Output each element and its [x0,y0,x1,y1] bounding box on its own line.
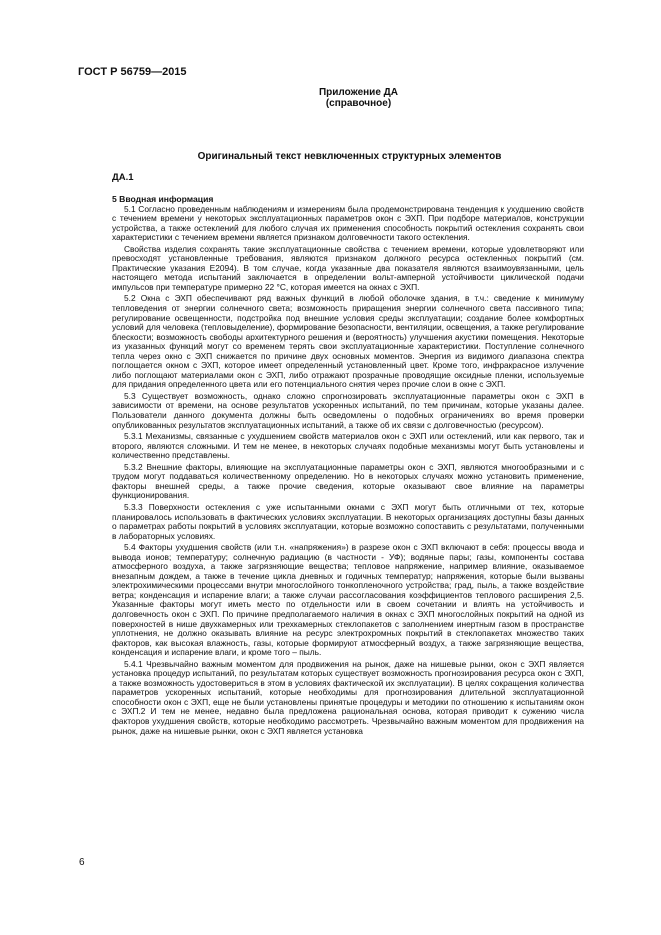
paragraph: 5.4 Факторы ухудшения свойств (или т.н. «напряжения») в разрезе окон с ЭХП включают в себя: процессы ввода и вывода ионов; температуру; солнечную радиацию (в частности - УФ); водяные пары; газы, компоненты состава атмосферного воздуха, а также загрязняющие вещества; тепловое напряжение, например влияние, оказываемое внезапным дождем, а также в течение цикла дневных и годичных температур; напряжения, которые были вызваны электрохимическими процессами внутри многослойного тонкопленочного устройства; град, пыль, а также воздействие ветра; конденсация и испарение влаги; а также случаи рассогласования коэффициентов теплового расширения 2,5. Указанные факторы могут иметь место по отдельности или в своем сочетании и влиять на устойчивость и долговечность окон с ЭХП. По причине предполагаемого наличия в окнах с ЭХП многослойных покрытий на одной из поверхностей в нише двухкамерных или трехкамерных стеклопакетов с заполнением инертным газом в пространстве уплотнения, не должно оказывать влияние на ресурс электрохромных покрытий в стеклопакетах множество таких факторов, как высокая влажность, газы, которые формируют атмосферный воздух, а также загрязняющие вещества, конденсация и испарение влаги, и кроме того – пыль. [112,542,584,658]
section-subtitle: ДА.1 [112,172,134,183]
paragraph: 5.4.1 Чрезвычайно важным моментом для продвижения на рынок, даже на нишевые рынки, окон с ЭХП является установка процедур испытаний, по результатам которых существует возможность прогнозирования ресурса окон с ЭХП, а также возможность удостовериться в этом в условиях фактической их эксплуатации). В целях сокращения количества параметров ускоренных испытаний, которые необходимы для прогнозирования длительной эксплуатационной способности окон с ЭХП, еще не были установлены принятые процедуры и методики по отношению к испытаниям окон с ЭХП.2 И тем не менее, недавно была предложена рациональная основа, которая приводит к сужению числа факторов ухудшения свойств, которые необходимо рассмотреть. Чрезвычайно важным моментом для продвижения на рынок, даже на нишевые рынки, окон с ЭХП является установка [112,658,584,736]
annex-title: Приложение ДА [318,87,399,98]
page-number: 6 [79,857,85,868]
paragraph: 5.3.2 Внешние факторы, влияющие на эксплуатационные параметры окон с ЭХП, являются многообразными и с трудом могут поддаваться количественному определению. Но в некоторых случаях можно установить применение, факторы внешней среды, а также прочие сведения, которые оказывают свое влияние на параметры функционирования. [112,461,584,501]
paragraph: 5.2 Окна с ЭХП обеспечивают ряд важных функций в любой оболочке здания, в т.ч.: сведение к минимуму тепловедения от энергии солнечного света; возможность приращения энергии солнечного света пассивного типа; регулирование освещенности, подстройка под внешние условия среды эксплуатации; создание более комфортных условий для человека (тепловыделение), формирование безопасности, вентиляции, освещения, а также регулирование блескости; возможность свободы архитектурного решения и (вероятность) улучшения акустики помещения. Некоторые из указанных функций могут со временем терять свои эксплуатационные характеристики. Поступление солнечного тепла через окно с ЭХП снижается по причине двух основных моментов. Энергия из видимого диапазона спектра поглощается окном с ЭХП, которое имеет определенный установленный цвет. Кроме того, инфракрасное излучение либо поглощают материалами окон с ЭХП, либо отражают прозрачные проводящие оксидные пленки, используемые для придания определенного цвета или его потенциального снятия через прочие слои в окне с ЭХП. [112,293,584,390]
annex-heading [0,87,661,109]
paragraph: 5.1 Согласно проведенным наблюдениям и измерениям была продемонстрирована тенденция к ухудшению свойств с течением времени у некоторых эксплуатационных параметров окон с ЭХП. При подборе материалов, конструкции устройства, а также остеклений для любого случая их применения способность покрытий остекления сохранять свои характеристики с течением времени является признаком долговечности такого остекления. [112,203,584,243]
paragraph: 5.3.3 Поверхности остекления с уже испытанными окнами с ЭХП могут быть отличными от тех, которые планировалось использовать в фактических условиях эксплуатации. В некоторых организациях доступны базы данных о параметрах работы покрытий в условиях эксплуатации, которые возможно сопоставить с результатами, полученными в лабораторных условиях. [112,501,584,541]
body-heading: 5 Вводная информация [112,194,214,204]
paragraph: 5.3.1 Механизмы, связанные с ухудшением свойств материалов окон с ЭХП или остеклений, или как первого, так и второго, являются сложными. И тем не менее, в некоторых случаях подобные механизмы могут быть установлены и количественно представлены. [112,431,584,461]
standard-header: ГОСТ Р 56759—2015 [78,66,187,78]
section-title: Оригинальный текст невключенных структурных элементов [197,151,502,162]
paragraph: Свойства изделия сохранять такие эксплуатационные свойства с течением времени, которые удовлетворяют или превосходят установленные требования, являются признаком должного ресурса остекленных покрытий (см. Практические указания E2094). В том случае, когда указанные два показателя являются взаимоувязанными, цель настоящего метода испытаний заключается в определении вольт-амперной устойчивости циклической подачи импульсов при температуре примерно 22 °С, которая имеется на окнах с ЭХП. [112,243,584,292]
document-body [112,195,584,738]
paragraph: 5.3 Существует возможность, однако сложно спрогнозировать эксплуатационные параметры окон с ЭХП в зависимости от времени, на основе результатов ускоренных испытаний, по тем причинам, которые указаны далее. Пользователи данного документа должны быть осведомлены о подобных ограничениях во время проверки опубликованных результатов эксплуатационных испытаний, а также об их связи с долговечностью (ресурсом). [112,390,584,430]
annex-note: (справочное) [325,98,392,109]
